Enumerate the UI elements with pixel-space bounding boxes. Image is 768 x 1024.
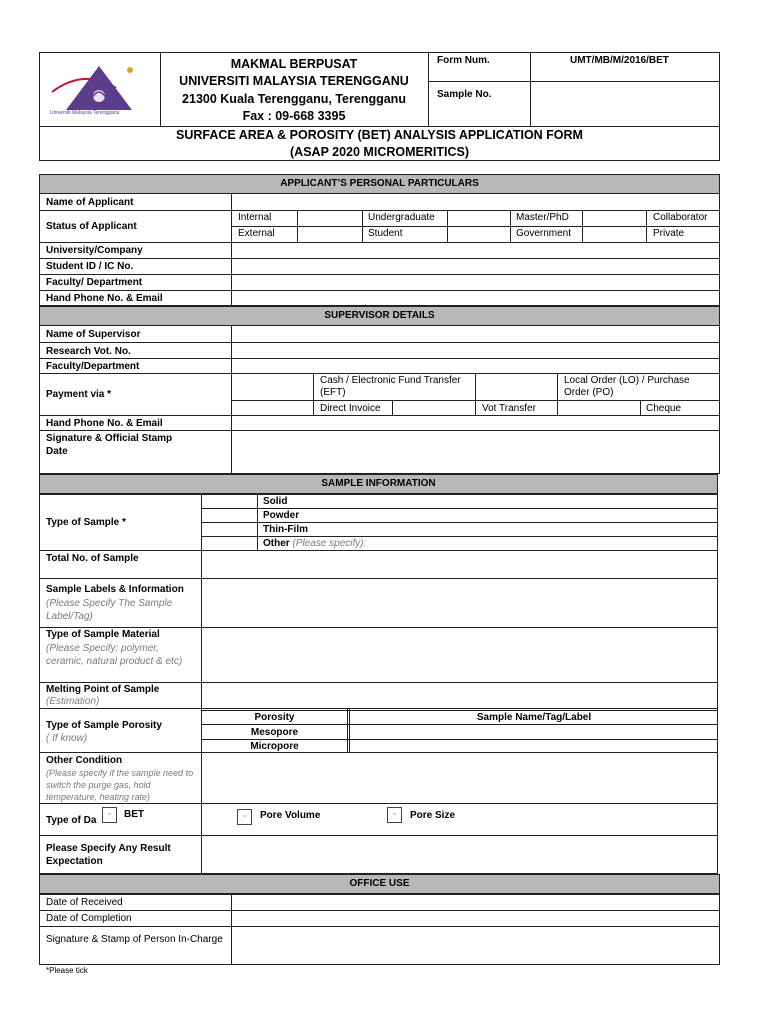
sample-material-hint: (Please Specify: polymer, ceramic, natural product & etc): [46, 643, 183, 667]
supervisor-faculty-label: Faculty/Department: [46, 361, 140, 372]
umt-logo: [44, 58, 154, 122]
status-external: External: [238, 228, 275, 239]
status-internal: Internal: [238, 212, 272, 223]
institution-line-2: UNIVERSITI MALAYSIA TERENGGANU: [179, 74, 409, 88]
form-title: SURFACE AREA & POROSITY (BET) ANALYSIS APPLICATION FORM: [176, 128, 583, 142]
applicant-phone-label: Hand Phone No. & Email: [46, 293, 163, 304]
other-condition-field[interactable]: [202, 753, 717, 802]
payment-direct-invoice: Direct Invoice: [320, 403, 381, 414]
sample-labels-field[interactable]: [202, 579, 717, 626]
payment-cheque: Cheque: [646, 403, 682, 414]
logo-caption: Universiti Malaysia Terengganu: [50, 110, 120, 116]
applicant-name-label: Name of Applicant: [46, 197, 134, 208]
applicant-name-field[interactable]: [232, 194, 719, 209]
status-internal-tick[interactable]: [298, 211, 361, 225]
melting-point-hint: (Estimation): [46, 696, 100, 707]
bet-checkbox[interactable]: ▫: [102, 807, 117, 823]
sample-type-other-tick[interactable]: [202, 537, 256, 549]
university-field[interactable]: [232, 243, 719, 257]
student-id-field[interactable]: [232, 259, 719, 273]
office-heading: OFFICE USE: [349, 878, 410, 889]
porosity-column-header: Porosity: [254, 712, 295, 723]
research-vot-field[interactable]: [232, 343, 719, 357]
type-of-data-label: Type of Da: [46, 815, 97, 826]
date-received-field[interactable]: [232, 895, 719, 909]
sample-heading: SAMPLE INFORMATION: [321, 478, 436, 489]
office-signature-label: Signature & Stamp of Person In-Charge: [46, 934, 223, 945]
payment-lo-po: Local Order (LO) / Purchase Order (PO): [564, 375, 690, 398]
sample-type-solid-tick[interactable]: [202, 495, 256, 507]
status-master-phd-tick[interactable]: [583, 211, 645, 225]
payment-cash-eft-tick[interactable]: [476, 374, 556, 399]
form-subtitle: (ASAP 2020 MICROMERITICS): [290, 145, 469, 159]
applicant-status-label: Status of Applicant: [46, 221, 137, 232]
sample-type-other-label: Other: [263, 538, 290, 549]
date-completion-label: Date of Completion: [46, 913, 132, 924]
expectation-field[interactable]: [202, 836, 717, 873]
porosity-micropore: Micropore: [250, 741, 299, 752]
supervisor-phone-field[interactable]: [232, 416, 719, 429]
status-collaborator: Collaborator: [653, 212, 708, 223]
sample-labels-label: Sample Labels & Information: [46, 584, 184, 595]
sample-material-field[interactable]: [202, 628, 717, 681]
faculty-field[interactable]: [232, 275, 719, 289]
mesopore-sample-name-field[interactable]: [350, 725, 717, 738]
date-received-label: Date of Received: [46, 897, 123, 908]
sample-type-other: [263, 538, 366, 550]
institution-line-4: Fax : 09-668 3395: [242, 109, 346, 123]
sample-type-other-hint: (Please specify):: [292, 538, 367, 549]
payment-direct-invoice-tick[interactable]: [393, 401, 474, 414]
supervisor-phone-label: Hand Phone No. & Email: [46, 418, 163, 429]
form-num-value: UMT/MB/M/2016/BET: [570, 55, 669, 66]
sample-no-label: Sample No.: [437, 89, 492, 100]
supervisor-section-header: [39, 306, 720, 326]
porosity-mesopore: Mesopore: [250, 727, 299, 738]
data-option-bet: BET: [124, 809, 144, 820]
supervisor-name-label: Name of Supervisor: [46, 329, 141, 340]
status-student-tick[interactable]: [448, 227, 509, 241]
status-government: Government: [516, 228, 572, 239]
sample-labels-hint: (Please Specify The Sample Label/Tag): [46, 598, 173, 622]
office-section-header: [39, 874, 720, 894]
institution-line-1: MAKMAL BERPUSAT: [230, 57, 358, 71]
melting-point-label: Melting Point of Sample: [46, 684, 160, 695]
signature-stamp-field[interactable]: [232, 431, 719, 473]
signature-stamp-label: Signature & Official Stamp: [46, 433, 173, 444]
pore-size-checkbox[interactable]: ▫: [387, 807, 402, 823]
payment-label: Payment via *: [46, 389, 112, 400]
research-vot-label: Research Vot. No.: [46, 346, 131, 357]
expectation-label: Please Specify Any Result Expectation: [46, 843, 171, 867]
sample-material-label: Type of Sample Material: [46, 629, 160, 640]
applicant-section-header: [39, 174, 720, 194]
institution-line-3: 21300 Kuala Terengganu, Terengganu: [182, 92, 406, 106]
status-master-phd: Master/PhD: [516, 212, 569, 223]
date-completion-field[interactable]: [232, 911, 719, 925]
sample-name-column-header: Sample Name/Tag/Label: [476, 712, 592, 723]
status-undergraduate: Undergraduate: [368, 212, 435, 223]
applicant-heading: APPLICANT’S PERSONAL PARTICULARS: [280, 178, 479, 189]
sample-type-solid: Solid: [263, 496, 288, 507]
other-condition-hint: (Please specify if the sample need to switch the purge gas, hold temperature, heating rate): [46, 768, 194, 802]
payment-vot-transfer: Vot Transfer: [482, 403, 536, 414]
signature-date-label: Date: [46, 446, 68, 457]
sample-type-thin-film-tick[interactable]: [202, 523, 256, 535]
sample-type-powder: Powder: [263, 510, 300, 521]
supervisor-heading: SUPERVISOR DETAILS: [324, 310, 435, 321]
applicant-phone-field[interactable]: [232, 291, 719, 305]
sample-type-powder-tick[interactable]: [202, 509, 256, 521]
data-option-pore-volume: Pore Volume: [260, 810, 321, 821]
payment-cash-eft: Cash / Electronic Fund Transfer (EFT): [320, 375, 461, 398]
micropore-sample-name-field[interactable]: [350, 740, 717, 751]
payment-vot-transfer-tick[interactable]: [558, 401, 639, 414]
sample-type-thin-film: Thin-Film: [263, 524, 308, 535]
status-student: Student: [368, 228, 403, 239]
type-of-sample-label: Type of Sample *: [46, 517, 126, 528]
data-option-pore-size: Pore Size: [410, 810, 456, 821]
melting-point-field[interactable]: [202, 683, 717, 707]
office-signature-field[interactable]: [232, 927, 719, 964]
status-private: Private: [653, 228, 685, 239]
status-external-tick[interactable]: [298, 227, 361, 241]
student-id-label: Student ID / IC No.: [46, 261, 134, 272]
sample-section-header: [39, 474, 718, 494]
supervisor-faculty-field[interactable]: [232, 359, 719, 372]
pore-volume-checkbox[interactable]: ▫: [237, 809, 252, 825]
sample-no-field[interactable]: [531, 82, 719, 125]
total-samples-field[interactable]: [202, 551, 717, 577]
total-samples-label: Total No. of Sample: [46, 553, 139, 564]
footnote: *Please tick: [46, 966, 88, 975]
status-undergraduate-tick[interactable]: [448, 211, 509, 225]
porosity-type-hint: ( If know): [46, 733, 88, 744]
other-condition-label: Other Condition: [46, 755, 123, 766]
supervisor-name-field[interactable]: [232, 326, 719, 341]
status-government-tick[interactable]: [583, 227, 645, 241]
porosity-type-label: Type of Sample Porosity: [46, 720, 162, 731]
university-label: University/Company: [46, 245, 143, 256]
form-num-label: Form Num.: [437, 55, 490, 66]
faculty-label: Faculty/ Department: [46, 277, 143, 288]
